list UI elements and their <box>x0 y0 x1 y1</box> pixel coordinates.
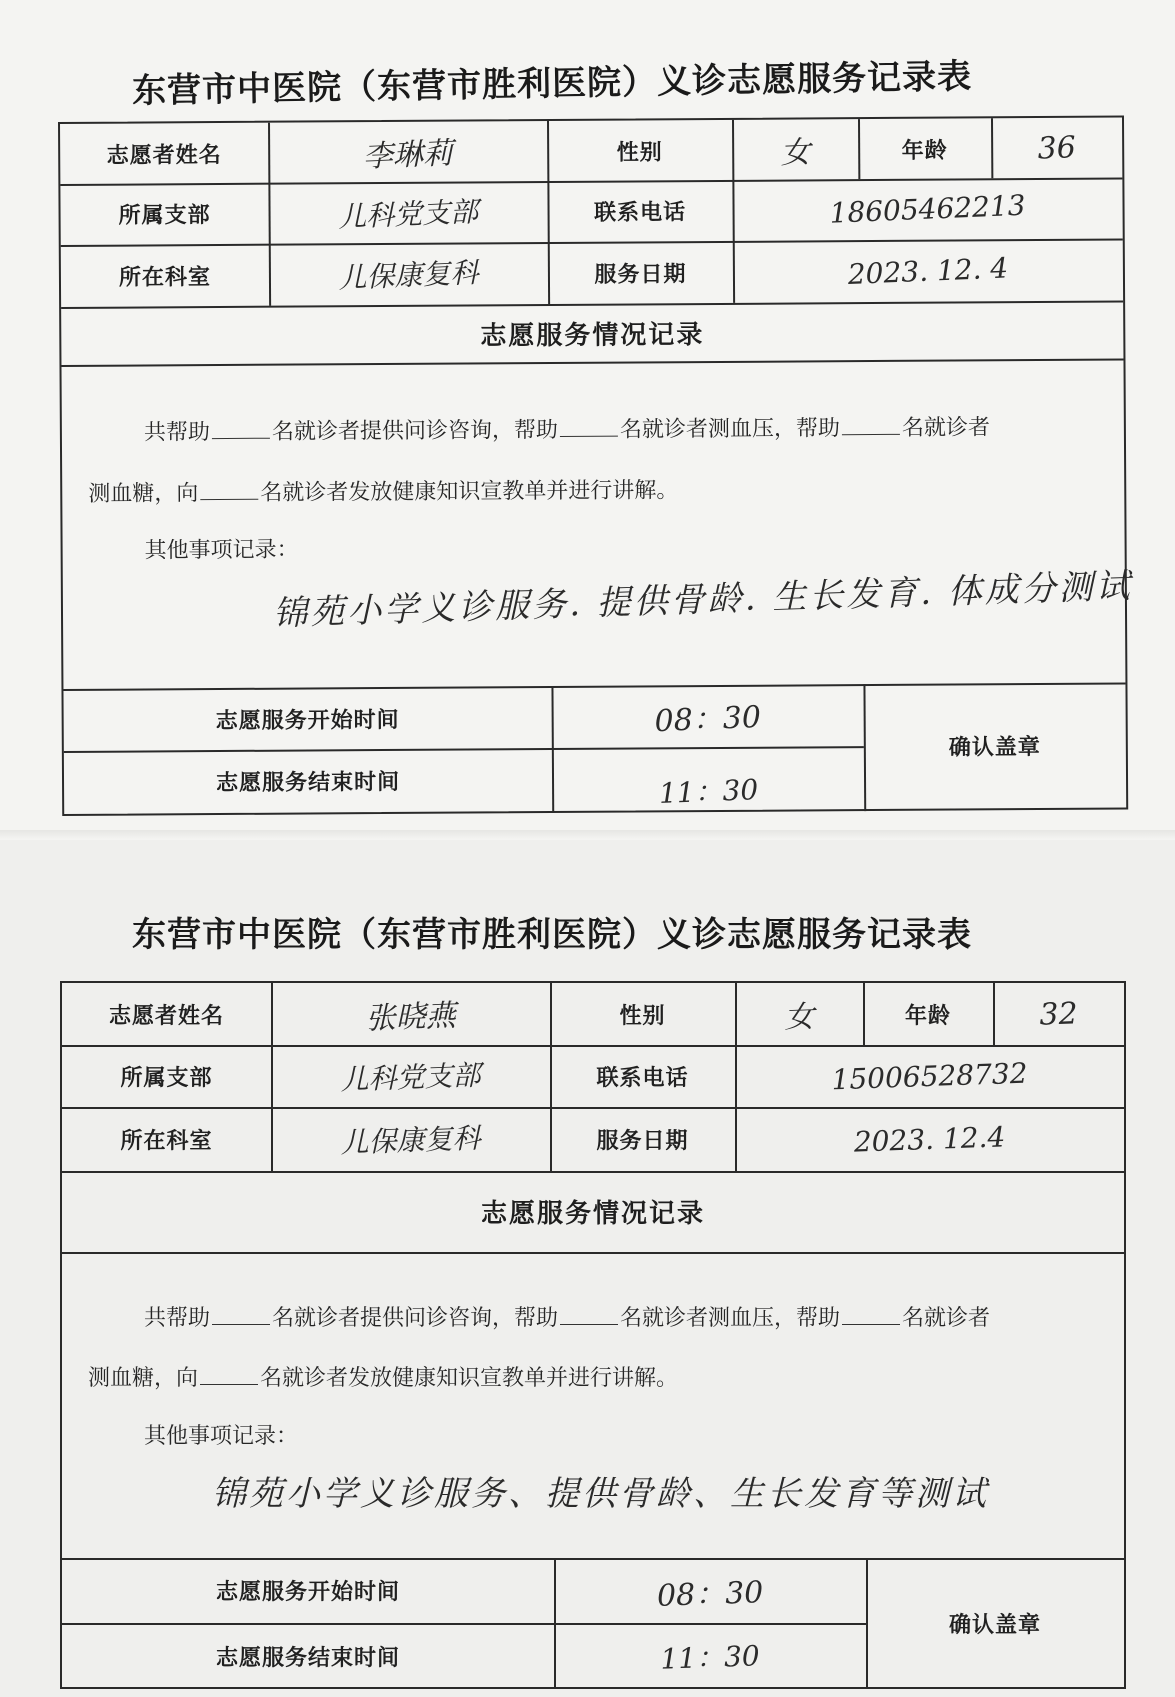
phone-label: 联系电话 <box>596 1065 689 1091</box>
end-time-label: 志愿服务结束时间 <box>215 1645 400 1671</box>
name-label: 志愿者姓名 <box>106 142 222 169</box>
age-value: 32 <box>1038 995 1079 1033</box>
end-time-value: 11：30 <box>659 1639 761 1676</box>
department-value: 儿保康复科 <box>340 1121 482 1160</box>
record-paragraph-line-1: 共帮助 名就诊者提供问诊咨询，帮助 名就诊者测血压，帮助 名就诊者 <box>143 415 991 446</box>
service-date-label: 服务日期 <box>594 261 687 288</box>
phone-label: 联系电话 <box>593 200 687 226</box>
record-paragraph-line-1: 共帮助 名就诊者提供问诊咨询，帮助 名就诊者测血压，帮助 名就诊者 <box>144 1306 991 1331</box>
branch-value: 儿科党支部 <box>337 194 479 234</box>
gender-value: 女 <box>783 999 815 1036</box>
end-time-label: 志愿服务结束时间 <box>215 769 401 797</box>
record-form-1 <box>0 0 1175 835</box>
name-value: 李琳莉 <box>362 136 454 175</box>
form-title: 东营市中医院（东营市胜利医院）义诊志愿服务记录表 <box>132 915 972 955</box>
other-notes-label: 其他事项记录： <box>144 537 299 564</box>
seal-label: 确认盖章 <box>948 1613 1041 1638</box>
gender-label: 性别 <box>619 1003 666 1029</box>
record-heading: 志愿服务情况记录 <box>480 1199 705 1229</box>
gender-label: 性别 <box>616 139 663 166</box>
phone-value: 15006528732 <box>830 1056 1029 1096</box>
age-value: 36 <box>1036 129 1077 167</box>
service-date-label: 服务日期 <box>596 1128 689 1154</box>
service-date-value: 2023. 12. 4 <box>847 250 1009 291</box>
form-grid <box>60 981 1126 1689</box>
branch-value: 儿科党支部 <box>340 1058 482 1097</box>
form-title: 东营市中医院（东营市胜利医院）义诊志愿服务记录表 <box>131 56 973 112</box>
branch-label: 所属支部 <box>118 203 211 229</box>
record-paragraph-line-2: 测血糖，向 名就诊者发放健康知识宣教单并进行讲解。 <box>88 478 679 507</box>
department-value: 儿保康复科 <box>337 256 480 295</box>
record-paragraph-line-2: 测血糖，向 名就诊者发放健康知识宣教单并进行讲解。 <box>88 1366 679 1391</box>
gender-value: 女 <box>779 134 812 172</box>
start-time-label: 志愿服务开始时间 <box>215 1580 400 1605</box>
service-date-value: 2023. 12.4 <box>853 1119 1006 1159</box>
age-label: 年龄 <box>904 1003 951 1029</box>
record-form-2 <box>0 835 1175 1697</box>
start-time-value: 08：30 <box>656 1574 764 1614</box>
form-grid <box>58 115 1134 815</box>
other-notes-value: 锦苑小学义诊服务、提供骨龄、生长发育等测试 <box>212 1474 989 1514</box>
other-notes-value: 锦苑小学义诊服务. 提供骨龄. 生长发育. 体成分测试 <box>272 566 1134 634</box>
department-label: 所在科室 <box>118 264 212 291</box>
start-time-value: 08：30 <box>653 699 762 740</box>
branch-label: 所属支部 <box>120 1065 213 1091</box>
other-notes-label: 其他事项记录： <box>144 1424 299 1449</box>
phone-value: 18605462213 <box>828 188 1027 230</box>
start-time-label: 志愿服务开始时间 <box>215 707 400 734</box>
name-value: 张晓燕 <box>365 998 457 1037</box>
seal-label: 确认盖章 <box>948 735 1041 761</box>
record-heading: 志愿服务情况记录 <box>480 319 705 351</box>
name-label: 志愿者姓名 <box>108 1003 224 1029</box>
department-label: 所在科室 <box>120 1128 213 1154</box>
age-label: 年龄 <box>901 138 948 164</box>
end-time-value: 11：30 <box>658 773 759 811</box>
